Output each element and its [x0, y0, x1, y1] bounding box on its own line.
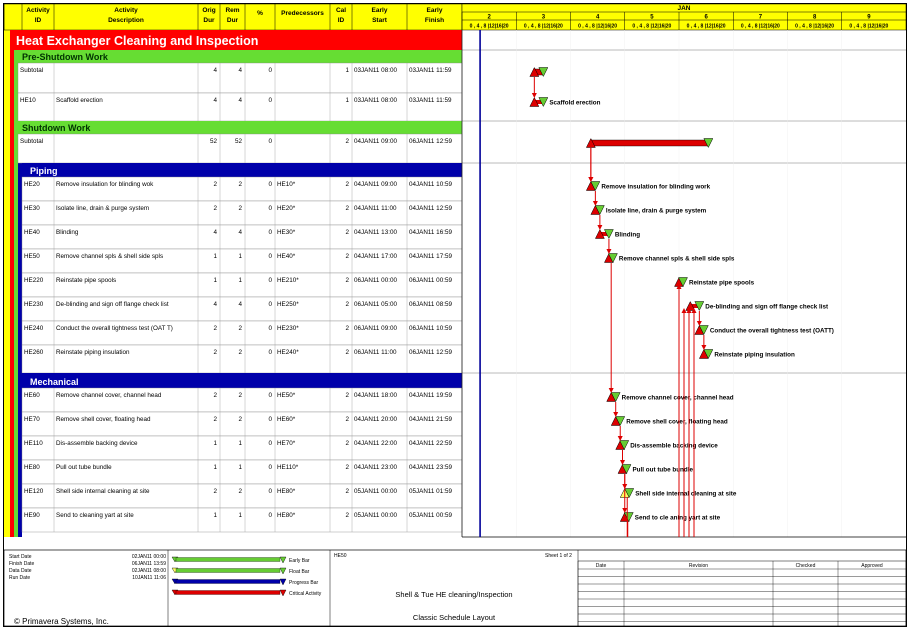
cell-early-start: 04JAN11 17:00 [354, 253, 397, 260]
cell-early-start: 04JAN11 20:00 [354, 416, 397, 423]
header-orig-dur: Orig [202, 7, 216, 14]
cell-early-start: 04JAN11 11:00 [354, 205, 397, 212]
cell-rem-dur: 1 [238, 277, 242, 284]
cell-pct: 0 [268, 138, 272, 145]
cell-early-start: 05JAN11 00:00 [354, 512, 397, 519]
footer-info-value: 10JAN11 11:06 [132, 575, 166, 581]
cell-predecessors: HE50* [277, 392, 296, 399]
cell-cal-id: 2 [345, 512, 349, 519]
timescale-day: 6 [704, 14, 708, 21]
cell-cal-id: 2 [345, 301, 349, 308]
bar-label: Remove shell cover, floating head [626, 418, 728, 426]
cell-activity-id: HE120 [24, 488, 44, 495]
cell-predecessors: HE40* [277, 253, 296, 260]
cell-predecessors: HE30* [277, 229, 296, 236]
cell-early-finish: 04JAN11 23:59 [409, 464, 452, 471]
cell-orig-dur: 2 [213, 416, 217, 423]
cell-description: Pull out tube bundle [56, 464, 112, 471]
cell-orig-dur: 4 [213, 301, 217, 308]
cell-early-finish: 06JAN11 08:59 [409, 301, 452, 308]
header-description: Description [108, 17, 144, 24]
group-band-piping [22, 163, 462, 177]
bar-label: Remove channel cover, channel head [621, 394, 734, 402]
revision-header: Revision [688, 563, 709, 569]
header-early-start: Start [372, 17, 387, 24]
cell-activity-id: HE260 [24, 349, 44, 356]
cell-orig-dur: 1 [213, 464, 217, 471]
timescale-hours: 0 , 4 , 8 |12|16|20 [686, 23, 726, 30]
cell-description: Remove insulation for blinding wok [56, 181, 154, 188]
footer-info-label: Start Date [9, 554, 32, 560]
footer-info-label: Run Date [9, 575, 31, 581]
cell-description: Send to cleaning yart at site [56, 512, 134, 519]
cell-early-finish: 04JAN11 19:59 [409, 392, 452, 399]
cell-early-finish: 04JAN11 16:59 [409, 229, 452, 236]
timescale-day: 9 [867, 14, 871, 21]
cell-early-start: 06JAN11 09:00 [354, 325, 397, 332]
footer-title-2: Classic Schedule Layout [412, 613, 496, 622]
cell-pct: 0 [268, 325, 272, 332]
cell-orig-dur: 52 [209, 138, 217, 145]
dependency-arrowhead [532, 93, 537, 98]
cell-activity-id: HE60 [24, 392, 40, 399]
group-title-piping: Piping [30, 166, 58, 176]
left-strip-red [10, 30, 14, 537]
cell-rem-dur: 1 [238, 464, 242, 471]
cell-description: Remove channel spls & shell side spls [56, 253, 164, 260]
bar-label: Dis-assemble backing device [630, 442, 718, 450]
cell-cal-id: 2 [345, 253, 349, 260]
cell-cal-id: 2 [345, 205, 349, 212]
cell-cal-id: 1 [345, 97, 349, 104]
footer-title-1: Shell & Tue HE cleaning/Inspection [395, 590, 513, 599]
footer-sheet: Sheet 1 of 2 [545, 553, 572, 559]
cell-rem-dur: 52 [234, 138, 242, 145]
footer-code: HE50 [334, 553, 347, 559]
cell-activity-id: HE10 [20, 97, 36, 104]
cell-cal-id: 2 [345, 488, 349, 495]
bar-label: Isolate line, drain & purge system [605, 207, 707, 215]
legend-label: Progress Bar [289, 580, 319, 586]
cell-pct: 0 [268, 464, 272, 471]
cell-early-finish: 06JAN11 12:59 [409, 138, 452, 145]
cell-orig-dur: 4 [213, 67, 217, 74]
cell-activity-id: HE90 [24, 512, 40, 519]
activity-table [10, 30, 906, 532]
cell-pct: 0 [268, 97, 272, 104]
left-strip-yellow [4, 30, 10, 537]
timescale-day: 4 [595, 14, 600, 21]
bar-label: Blinding [614, 231, 641, 239]
cell-early-finish: 04JAN11 22:59 [409, 440, 452, 447]
header-description: Activity [114, 7, 138, 14]
cell-early-finish: 06JAN11 10:59 [409, 325, 452, 332]
cell-early-start: 04JAN11 18:00 [354, 392, 397, 399]
cell-predecessors: HE210* [277, 277, 299, 284]
legend-bar [176, 558, 280, 562]
legend-label: Critical Activity [289, 591, 322, 597]
cell-orig-dur: 2 [213, 205, 217, 212]
cell-orig-dur: 2 [213, 349, 217, 356]
cell-early-start: 04JAN11 23:00 [354, 464, 397, 471]
cell-description: Reinstate piping insulation [56, 349, 130, 356]
cell-early-start: 06JAN11 11:00 [354, 349, 397, 356]
header-rem-dur: Rem [225, 7, 240, 14]
cell-predecessors: HE20* [277, 205, 296, 212]
cell-description: Shell side internal cleaning at site [56, 488, 150, 495]
cell-cal-id: 2 [345, 181, 349, 188]
cell-rem-dur: 4 [238, 229, 242, 236]
cell-predecessors: HE110* [277, 464, 299, 471]
cell-predecessors: HE70* [277, 440, 296, 447]
bar-label: Send to cle aning yart at site [634, 514, 721, 522]
timescale-day: 3 [541, 14, 546, 21]
cell-predecessors: HE80* [277, 488, 296, 495]
cell-pct: 0 [268, 392, 272, 399]
cell-pct: 0 [268, 67, 272, 74]
cell-early-start: 03JAN11 08:00 [354, 97, 397, 104]
cell-pct: 0 [268, 416, 272, 423]
bar-label: Remove insulation for blinding work [601, 183, 711, 191]
cell-pct: 0 [268, 181, 272, 188]
cell-description: Remove shell cover, floating head [56, 416, 151, 423]
cell-rem-dur: 2 [238, 181, 242, 188]
header-predecessors: Predecessors [281, 10, 324, 17]
header-rem-dur: Dur [226, 17, 239, 24]
cell-pct: 0 [268, 253, 272, 260]
cell-cal-id: 2 [345, 440, 349, 447]
timescale-hours: 0 , 4 , 8 |12|16|20 [740, 23, 780, 30]
cell-description: Dis-assemble backing device [56, 440, 138, 447]
header-activity-id: ID [34, 17, 42, 24]
cell-early-finish: 04JAN11 17:59 [409, 253, 452, 260]
cell-activity-id: HE230 [24, 301, 44, 308]
cell-pct: 0 [268, 440, 272, 447]
header-early-finish: Early [426, 7, 443, 14]
bar-label: Remove channel spls & shell side spls [618, 255, 735, 263]
cell-cal-id: 2 [345, 349, 349, 356]
header-cal-id: ID [337, 17, 345, 24]
cell-orig-dur: 1 [213, 440, 217, 447]
cell-description: Remove channel cover, channel head [56, 392, 162, 399]
timescale-hours: 0 , 4 , 8 |12|16|20 [469, 23, 509, 30]
revision-header: Date [595, 563, 607, 569]
cell-rem-dur: 4 [238, 67, 242, 74]
group-title-mech: Mechanical [30, 377, 79, 387]
cell-early-finish: 04JAN11 10:59 [409, 181, 452, 188]
gantt-chart [462, 30, 906, 537]
cell-orig-dur: 2 [213, 392, 217, 399]
legend-label: Early Bar [289, 558, 310, 564]
bar-label: Reinstate pipe spools [689, 279, 755, 287]
group-band-mech [22, 373, 462, 388]
left-strip-blue [18, 163, 22, 537]
header-cal-id: Cal [335, 7, 347, 14]
cell-early-finish: 05JAN11 00:59 [409, 512, 452, 519]
cell-predecessors: HE60* [277, 416, 296, 423]
header-activity-id: Activity [26, 7, 50, 14]
timescale-day: 7 [758, 14, 763, 21]
cell-rem-dur: 4 [238, 301, 242, 308]
header-early-start: Early [371, 7, 388, 14]
cell-pct: 0 [268, 488, 272, 495]
cell-orig-dur: 1 [213, 277, 217, 284]
timescale-hours: 0 , 4 , 8 |12|16|20 [578, 23, 618, 30]
timescale-hours: 0 , 4 , 8 |12|16|20 [523, 23, 563, 30]
cell-description: De-blinding and sign off flange check list [56, 301, 169, 308]
group-title-pre: Pre-Shutdown Work [22, 52, 108, 62]
timescale-hours: 0 , 4 , 8 |12|16|20 [795, 23, 835, 30]
header-early-finish: Finish [424, 17, 445, 24]
cell-early-start: 04JAN11 09:00 [354, 138, 397, 145]
cell-orig-dur: 1 [213, 512, 217, 519]
cell-predecessors: HE10* [277, 181, 296, 188]
cell-predecessors: HE80* [277, 512, 296, 519]
cell-early-start: 04JAN11 13:00 [354, 229, 397, 236]
legend-bar [176, 591, 280, 595]
cell-activity-id: HE110 [24, 440, 43, 447]
cell-early-finish: 06JAN11 00:59 [409, 277, 452, 284]
cell-early-finish: 03JAN11 11:59 [409, 97, 452, 104]
cell-early-finish: 06JAN11 12:59 [409, 349, 452, 356]
cell-description: Scaffold erection [56, 97, 103, 104]
cell-activity-id: HE80 [24, 464, 40, 471]
timescale-day: 2 [487, 14, 491, 21]
cell-rem-dur: 2 [238, 416, 242, 423]
cell-activity-id: Subtotal [20, 67, 44, 74]
cell-predecessors: HE240* [277, 349, 299, 356]
bar-label: Scaffold erection [549, 99, 601, 107]
cell-orig-dur: 2 [213, 325, 217, 332]
cell-orig-dur: 4 [213, 97, 217, 104]
cell-cal-id: 2 [345, 138, 349, 145]
legend-label: Float Bar [289, 569, 310, 575]
cell-activity-id: HE40 [24, 229, 40, 236]
footer-info-value: 02JAN11 00:00 [131, 554, 166, 560]
dependency-arrowhead [597, 225, 602, 230]
cell-early-finish: 03JAN11 11:59 [409, 67, 452, 74]
cell-pct: 0 [268, 301, 272, 308]
cell-activity-id: HE240 [24, 325, 44, 332]
cell-activity-id: HE70 [24, 416, 40, 423]
bar-label: Pull out tube bundle [632, 466, 694, 474]
cell-description: Blinding [56, 229, 79, 236]
cell-early-start: 04JAN11 22:00 [354, 440, 397, 447]
cell-predecessors: HE250* [277, 301, 299, 308]
cell-early-start: 04JAN11 09:00 [354, 181, 397, 188]
cell-early-finish: 04JAN11 21:59 [409, 416, 452, 423]
cell-rem-dur: 2 [238, 325, 242, 332]
bar-label: Conduct the overall tightness test (OATT) [709, 327, 834, 335]
cell-description: Conduct the overall tightness test (OAT T) [56, 325, 173, 332]
cell-cal-id: 2 [345, 229, 349, 236]
timescale-hours: 0 , 4 , 8 |12|16|20 [849, 23, 889, 30]
timescale-hours: 0 , 4 , 8 |12|16|20 [632, 23, 672, 30]
cell-rem-dur: 1 [238, 440, 242, 447]
cell-rem-dur: 2 [238, 349, 242, 356]
cell-rem-dur: 2 [238, 488, 242, 495]
cell-rem-dur: 4 [238, 97, 242, 104]
revision-header: Approved [861, 563, 883, 569]
cell-orig-dur: 2 [213, 488, 217, 495]
cell-pct: 0 [268, 229, 272, 236]
cell-early-finish: 05JAN11 01:59 [409, 488, 452, 495]
cell-orig-dur: 2 [213, 181, 217, 188]
cell-activity-id: HE220 [24, 277, 44, 284]
cell-cal-id: 2 [345, 416, 349, 423]
cell-orig-dur: 4 [213, 229, 217, 236]
cell-cal-id: 2 [345, 325, 349, 332]
cell-predecessors: HE230* [277, 325, 299, 332]
cell-early-start: 03JAN11 08:00 [354, 67, 397, 74]
bar-label: Shell side internal cleaning at site [635, 490, 737, 498]
cell-cal-id: 1 [345, 67, 349, 74]
cell-activity-id: HE20 [24, 181, 40, 188]
timescale-day: 8 [812, 14, 817, 21]
header-pct: % [257, 10, 263, 17]
footer-info-label: Finish Date [9, 561, 35, 567]
cell-cal-id: 2 [345, 392, 349, 399]
timescale-day: 5 [650, 14, 654, 21]
legend-bar [176, 569, 280, 573]
summary-bar [591, 140, 709, 146]
bar-label: Reinstate piping insulation [714, 351, 795, 359]
cell-rem-dur: 1 [238, 253, 242, 260]
revision-header: Checked [795, 563, 816, 569]
cell-cal-id: 2 [345, 464, 349, 471]
cell-rem-dur: 1 [238, 512, 242, 519]
footer [4, 550, 906, 626]
cell-early-start: 06JAN11 05:00 [354, 301, 397, 308]
cell-pct: 0 [268, 277, 272, 284]
cell-early-finish: 04JAN11 12:59 [409, 205, 452, 212]
cell-rem-dur: 2 [238, 205, 242, 212]
legend-bar [176, 580, 280, 584]
bar-label: De-blinding and sign off flange check list [705, 303, 829, 311]
header-orig-dur: Dur [203, 17, 215, 24]
cell-early-start: 05JAN11 00:00 [354, 488, 397, 495]
cell-orig-dur: 1 [213, 253, 217, 260]
cell-rem-dur: 2 [238, 392, 242, 399]
cell-description: Reinstate pipe spools [56, 277, 117, 284]
cell-pct: 0 [268, 512, 272, 519]
cell-pct: 0 [268, 349, 272, 356]
cell-activity-id: HE30 [24, 205, 40, 212]
cell-early-start: 06JAN11 00:00 [354, 277, 397, 284]
cell-cal-id: 2 [345, 277, 349, 284]
cell-pct: 0 [268, 205, 272, 212]
footer-info-value: 06JAN11 13:59 [131, 561, 166, 567]
group-title-shut: Shutdown Work [22, 123, 91, 133]
footer-copyright: © Primavera Systems, Inc. [14, 617, 109, 626]
footer-info-value: 02JAN11 08:00 [131, 568, 166, 574]
cell-description: Isolate line, drain & purge system [56, 205, 150, 212]
cell-activity-id: Subtotal [20, 138, 44, 145]
timescale-month: JAN [677, 5, 691, 12]
footer-info-label: Data Date [9, 568, 32, 574]
cell-activity-id: HE50 [24, 253, 40, 260]
project-title: Heat Exchanger Cleaning and Inspection [16, 34, 259, 48]
